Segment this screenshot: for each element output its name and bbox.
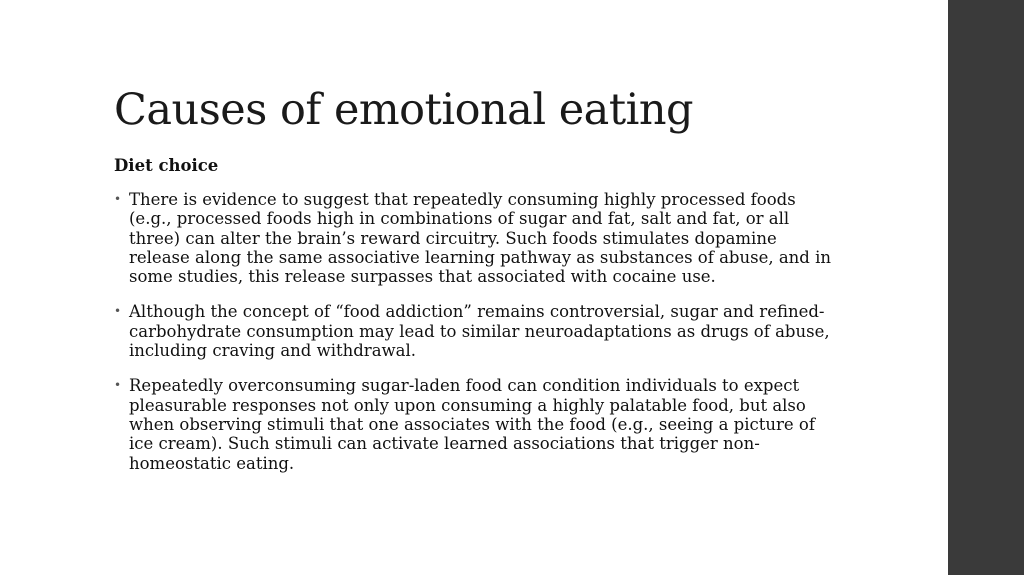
bullet-text: Although the concept of “food addiction” remains controversial, sugar and refined-carbohydrate consumption may lead to similar neuroadaptations as drugs of abuse, including craving and withdrawal. — [129, 302, 830, 361]
bullet-item — [114, 302, 834, 360]
slide-title: Causes of emotional eating — [114, 85, 694, 135]
bullet-icon: • — [114, 192, 122, 206]
bullet-item — [114, 190, 834, 286]
bullet-text: There is evidence to suggest that repeatedly consuming highly processed foods (e.g., processed foods high in combinations of sugar and fat, salt and fat, or all three) can alter the brain’s reward circuitry. Such foods stimulates dopamine release along the same associative learning pathway as substances of abuse, and in some studies, this release surpasses that associated with cocaine use. — [129, 190, 831, 287]
bullet-icon: • — [114, 304, 122, 319]
bullet-item — [114, 376, 834, 472]
side-bar — [948, 0, 1024, 575]
bullet-list — [114, 190, 834, 489]
bullet-text: Repeatedly overconsuming sugar-laden food can condition individuals to expect pleasurable responses not only upon consuming a highly palatable food, but also when observing stimuli that one associates with the food (e.g., seeing a picture of ice cream). Such stimuli can activate learned associations that trigger non-homeostatic eating. — [129, 376, 815, 473]
slide-subheading: Diet choice — [114, 156, 219, 175]
bullet-icon: • — [114, 378, 122, 393]
